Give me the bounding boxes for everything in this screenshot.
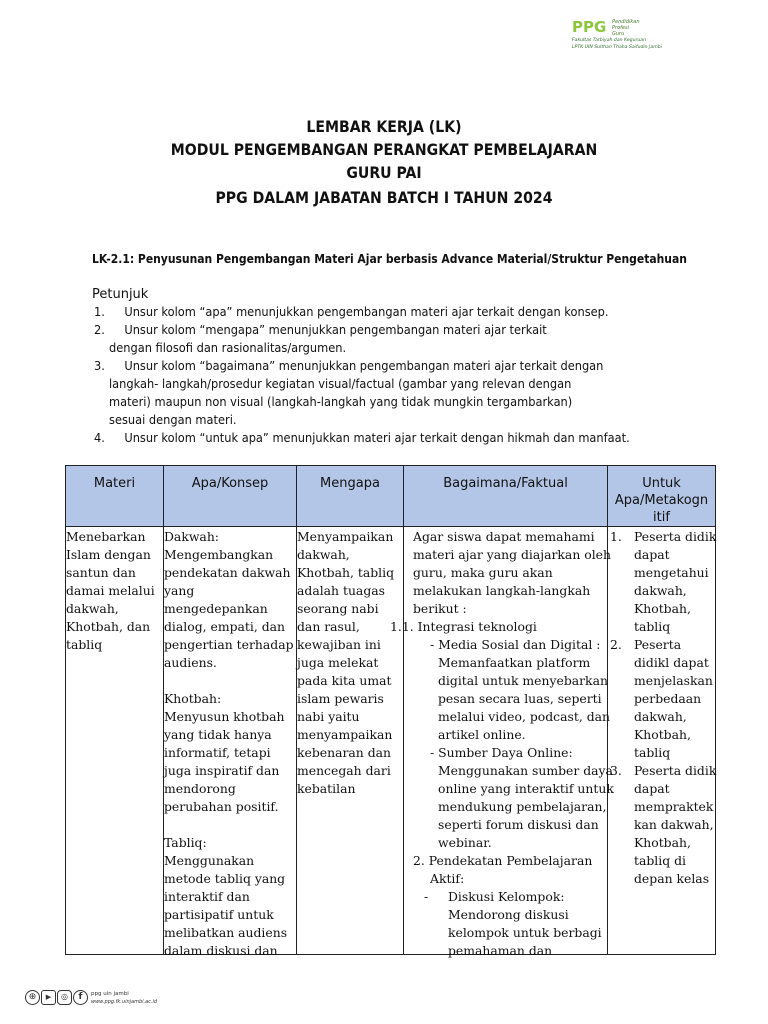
header-mengapa: Mengapa — [297, 466, 404, 527]
step-1-label — [390, 618, 607, 636]
text-line: tabliq — [634, 619, 671, 634]
text-line: islam pewaris — [297, 691, 384, 706]
youtube-icon[interactable]: ▶ — [41, 990, 56, 1005]
table-row — [66, 527, 716, 955]
text-line: Media Sosial dan Digital : — [438, 637, 601, 652]
text-line: depan kelas — [634, 871, 710, 886]
text-line: Diskusi Kelompok: — [448, 889, 565, 904]
text-line: melakukan langkah-langkah — [413, 583, 591, 598]
text-line: tabliq — [66, 637, 103, 652]
text-line: tabliq — [634, 745, 671, 760]
step-2-label — [404, 852, 607, 870]
text-line: Khotbah, — [634, 601, 691, 616]
text-line: kan dakwah, — [634, 817, 714, 832]
text-line: berikut : — [413, 601, 467, 616]
lk-table — [65, 465, 717, 958]
text-line: informatif, tetapi — [164, 745, 271, 760]
text-line: dan rasul, — [297, 619, 360, 634]
text-line: pesan secara luas, seperti — [438, 691, 602, 706]
header-bagaimana-faktual: Bagaimana/Faktual — [404, 466, 608, 527]
list-item — [608, 762, 715, 888]
text-line: yang — [164, 583, 195, 598]
logo-faculty: Fakultas Tarbiyah dan Keguruan — [572, 38, 647, 43]
instruction-number: 2. — [94, 322, 105, 337]
text-line: partisipatif untuk — [164, 907, 274, 922]
text-line: perubahan positif. — [164, 799, 279, 814]
cell-materi — [66, 527, 164, 955]
ppg-logo — [572, 18, 682, 54]
instruction-3-cont-1: langkah- langkah/prosedur kegiatan visual/factual (gambar yang relevan dengan — [109, 376, 572, 391]
step-number: 1. — [390, 619, 402, 634]
text-line: juga melekat — [297, 655, 379, 670]
text-line: webinar. — [438, 835, 492, 850]
instruction-4 — [94, 430, 630, 445]
text-line: digital untuk menyebarkan — [438, 673, 608, 688]
bullet-line — [424, 888, 607, 906]
instruction-text: Unsur kolom “untuk apa” menunjukkan materi ajar terkait dengan hikmah dan manfaat. — [124, 430, 630, 445]
text-line: dapat — [634, 781, 670, 796]
text-line: dakwah, — [297, 547, 350, 562]
text-line: dakwah, — [66, 601, 119, 616]
cell-untuk-apa — [608, 527, 716, 955]
instruction-3 — [94, 358, 603, 373]
text-line: online yang interaktif untuk — [438, 781, 614, 796]
header-line: Apa/Metakogn — [614, 493, 709, 508]
step-text: Pendekatan Pembelajaran — [428, 853, 593, 868]
text-line: mengetahui — [634, 565, 709, 580]
text-line: Menggunakan sumber daya — [438, 763, 613, 778]
instruction-text: Unsur kolom “bagaimana” menunjukkan pengembangan materi ajar terkait dengan — [124, 358, 604, 373]
text-line: Sumber Daya Online: — [438, 745, 573, 760]
text-line: Khotbah, — [634, 835, 691, 850]
facebook-icon[interactable]: f — [73, 990, 88, 1005]
step-number: 2. — [413, 853, 425, 868]
instruction-number: 3. — [94, 358, 105, 373]
text-line: Islam dengan — [66, 547, 151, 562]
dash-bullet: - — [424, 889, 429, 904]
lk-subtitle: LK-2.1: Penyusunan Pengembangan Materi Ajar berbasis Advance Material/Struktur Pengetahuan — [92, 251, 687, 266]
text-line: Peserta — [634, 637, 682, 652]
text-line: menjelaskan — [634, 673, 713, 688]
text-line: yang tidak hanya — [164, 727, 272, 742]
text-line: Khotbah, tabliq — [297, 565, 395, 580]
cell-konsep — [164, 527, 297, 958]
text-line: seorang nabi — [297, 601, 379, 616]
petunjuk-label: Petunjuk — [92, 287, 149, 302]
text-line: Agar siswa dapat memahami — [413, 529, 595, 544]
table-header-row — [66, 466, 716, 527]
instruction-text: Unsur kolom “apa” menunjukkan pengembangan materi ajar terkait dengan konsep. — [124, 304, 609, 319]
dash-bullet: - — [430, 637, 435, 652]
globe-icon[interactable]: ⊕ — [25, 990, 40, 1005]
text-line: artikel online. — [438, 727, 526, 742]
text-line: dakwah, — [634, 709, 687, 724]
header-line: Untuk — [642, 476, 681, 491]
text-line: Khotbah, — [634, 727, 691, 742]
instruction-1 — [94, 304, 609, 319]
text-line: Menebarkan — [66, 529, 146, 544]
logo-tagline-3: Guru — [612, 31, 625, 37]
bullet-line — [430, 636, 607, 654]
text-line: kebatilan — [297, 781, 356, 796]
text-line: seperti forum diskusi dan — [438, 817, 599, 832]
text-line: Menyusun khotbah — [164, 709, 285, 724]
footer-website[interactable]: www.ppg.fk.uinjambi.ac.id — [91, 999, 158, 1005]
text-line: kebenaran dan — [297, 745, 392, 760]
text-line: mendorong — [164, 781, 236, 796]
list-number: 2. — [610, 637, 622, 652]
footer-handle: ppg uin jambi — [91, 991, 129, 997]
text-line: santun dan — [66, 565, 136, 580]
text-line: pengertian terhadap — [164, 637, 294, 652]
instruction-3-cont-2: materi) maupun non visual (langkah-langkah yang tidak mungkin tergambarkan) — [109, 394, 573, 409]
text-line: tabliq di — [634, 853, 686, 868]
title-line-2: MODUL PENGEMBANGAN PERANGKAT PEMBELAJARAN — [170, 140, 598, 159]
text-line: Mengembangkan — [164, 547, 274, 562]
text-line: melalui video, podcast, dan — [438, 709, 611, 724]
text-line: interaktif dan — [164, 889, 250, 904]
text-line: dialog, empati, dan — [164, 619, 286, 634]
text-line: kewajiban ini — [297, 637, 381, 652]
text-line: Menyampaikan — [297, 529, 394, 544]
logo-brand: PPG — [572, 18, 607, 36]
instruction-number: 1. — [94, 304, 105, 319]
text-line: Mendorong diskusi — [448, 907, 569, 922]
text-line: audiens. — [164, 655, 217, 670]
instruction-number: 4. — [94, 430, 105, 445]
text-line: mengedepankan — [164, 601, 268, 616]
instruction-text: Unsur kolom “mengapa” menunjukkan pengembangan materi ajar terkait — [124, 322, 547, 337]
text-line: mencegah dari — [297, 763, 391, 778]
text-line: didikl dapat — [634, 655, 709, 670]
logo-institution: LPTK UIN Sulthan Thaha Saifudin Jambi — [572, 45, 662, 50]
text-line: dalam diskusi dan — [164, 943, 278, 958]
list-number: 1. — [610, 529, 622, 544]
text-line: metode tabliq yang — [164, 871, 286, 886]
text-line: Peserta didik — [634, 529, 717, 544]
text-line: melibatkan audiens — [164, 925, 288, 940]
list-item — [608, 528, 715, 636]
text-line: damai melalui — [66, 583, 155, 598]
text-line: adalah tuagas — [297, 583, 385, 598]
text-line: Aktif: — [430, 871, 465, 886]
cell-mengapa — [297, 527, 404, 955]
text-line: Tabliq: — [164, 835, 207, 850]
text-line: Memanfaatkan platform — [438, 655, 591, 670]
header-untuk-apa — [608, 466, 716, 527]
text-line: pada kita umat — [297, 673, 392, 688]
step-text: 1. Integrasi teknologi — [401, 619, 537, 634]
text-line: materi ajar yang diajarkan oleh — [413, 547, 611, 562]
header-apa-konsep: Apa/Konsep — [164, 466, 297, 527]
text-line: pemahaman dan — [448, 943, 553, 958]
title-line-4: PPG DALAM JABATAN BATCH I TAHUN 2024 — [215, 188, 553, 207]
header-materi: Materi — [66, 466, 164, 527]
title-line-3: GURU PAI — [346, 163, 422, 182]
instruction-3-cont-3: sesuai dengan materi. — [109, 412, 237, 427]
text-line: Dakwah: — [164, 529, 219, 544]
instruction-2 — [94, 322, 547, 337]
text-line: Peserta didik — [634, 763, 717, 778]
cell-bagaimana — [390, 527, 614, 958]
logo-tagline-1: Pendidikan — [612, 19, 640, 25]
text-line: mempraktek — [634, 799, 714, 814]
text-line: perbedaan — [634, 691, 702, 706]
text-line: dapat — [634, 547, 670, 562]
text-line: juga inspiratif dan — [164, 763, 280, 778]
dash-bullet: - — [430, 745, 435, 760]
instagram-icon[interactable]: ◎ — [57, 990, 72, 1005]
text-line: mendukung pembelajaran, — [438, 799, 607, 814]
text-line: Khotbah, dan — [66, 619, 151, 634]
text-line: Khotbah: — [164, 691, 222, 706]
text-line: menyampaikan — [297, 727, 393, 742]
header-line: itif — [653, 510, 670, 525]
text-line: guru, maka guru akan — [413, 565, 553, 580]
text-line: kelompok untuk berbagi — [448, 925, 602, 940]
list-item — [608, 636, 715, 762]
text-line: Menggunakan — [164, 853, 255, 868]
logo-tagline-2: Profesi — [612, 25, 629, 31]
instruction-2-cont: dengan filosofi dan rasionalitas/argumen. — [109, 340, 347, 355]
title-line-1: LEMBAR KERJA (LK) — [306, 117, 462, 136]
list-number: 3. — [610, 763, 622, 778]
text-line: nabi yaitu — [297, 709, 360, 724]
text-line: dakwah, — [634, 583, 687, 598]
bullet-line — [430, 744, 607, 762]
text-line: pendekatan dakwah — [164, 565, 291, 580]
